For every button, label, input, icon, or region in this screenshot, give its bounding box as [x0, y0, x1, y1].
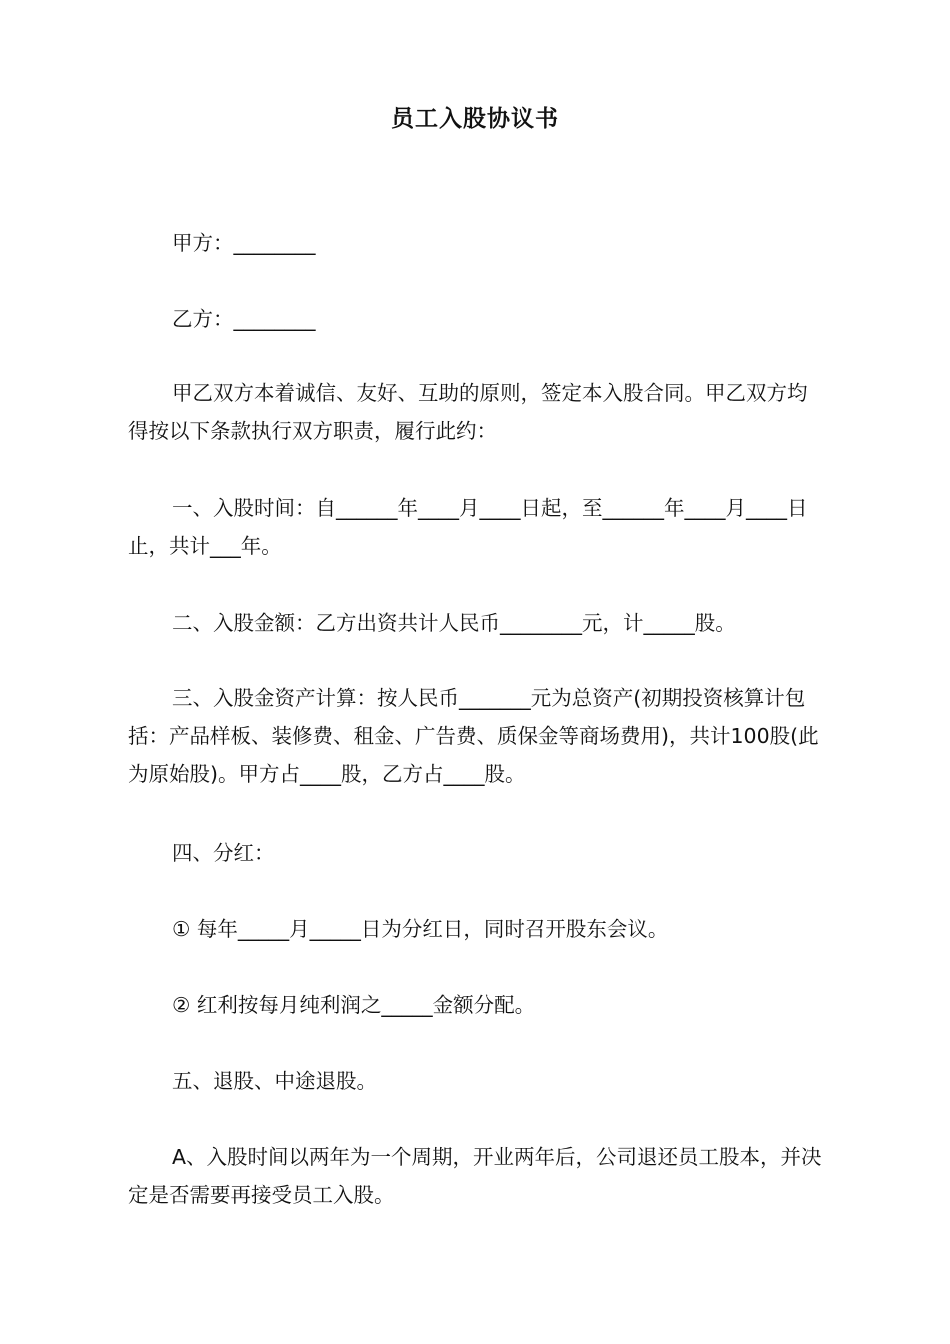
withdrawal-item-a: A、入股时间以两年为一个周期，开业两年后，公司退还员工股本，并决定是否需要再接受员工入股。 [128, 1145, 822, 1207]
dividend-item-1: ① 每年_____月_____日为分红日，同时召开股东会议。 [172, 917, 669, 941]
party-a-line: 甲方：________ [172, 231, 316, 255]
dividend-item-2: ② 红利按每月纯利润之_____金额分配。 [172, 993, 536, 1017]
clause-3-asset-calculation: 三、入股金资产计算：按人民币_______元为总资产(初期投资核算计包括：产品样板、装修费、租金、广告费、质保金等商场费用)，共计100股(此为原始股)。甲方占____股，乙方占____股。 [128, 686, 819, 786]
clause-2-investment-amount: 二、入股金额：乙方出资共计人民币________元，计_____股。 [172, 611, 736, 635]
clause-5-withdrawal-heading: 五、退股、中途退股。 [172, 1069, 377, 1093]
clause-4-dividends-heading: 四、分红： [172, 841, 275, 865]
document-title: 员工入股协议书 [391, 106, 559, 132]
preamble-paragraph: 甲乙双方本着诚信、友好、互助的原则，签定本入股合同。甲乙双方均得按以下条款执行双方职责，履行此约： [128, 381, 808, 443]
clause-1-investment-period: 一、入股时间：自______年____月____日起，至______年____月____日止，共计___年。 [128, 496, 808, 558]
party-b-line: 乙方：________ [172, 307, 316, 331]
